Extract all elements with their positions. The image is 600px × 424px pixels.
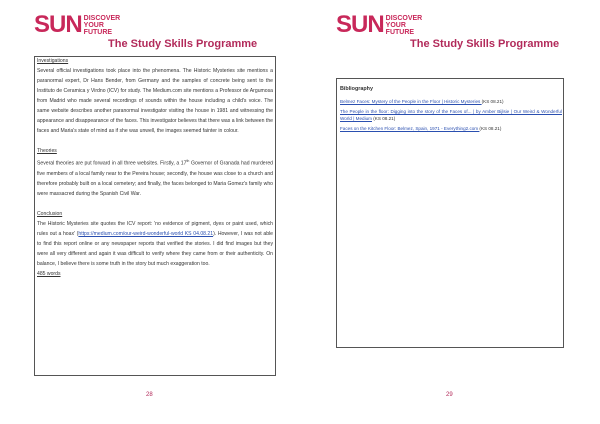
medium-link[interactable]: https://medium.com/our-weird-wonderful-world KS 04.08.21 — [78, 230, 214, 237]
essay-content — [37, 56, 273, 279]
bibliography-link[interactable]: The People in the floor: Digging into the story of the Faces of... | by Amber Bijlsie | Our Weird & Wonderful World | Medium — [340, 109, 562, 121]
bibliography-link[interactable]: Belmez Faces: Mystery of the People in the Floor | Historic Mysteries — [340, 99, 482, 104]
logo-tagline-line: YOUR — [385, 22, 406, 29]
page-number: 29 — [446, 392, 453, 398]
conclusion-paragraph — [37, 219, 273, 269]
logo-tagline-line: YOUR — [83, 22, 104, 29]
logo-text: SUN — [34, 11, 82, 38]
bibliography-note: (KS 08.21) — [372, 116, 396, 121]
bibliography-entry — [340, 125, 562, 132]
sun-logo — [34, 11, 121, 38]
bibliography-note: (KS 08.21) — [479, 126, 502, 131]
ordinal-suffix: th — [186, 159, 190, 163]
bibliography-entry — [340, 108, 562, 122]
right-page — [300, 0, 600, 424]
bibliography-heading: Bibliography — [340, 86, 373, 92]
bibliography-note: (KS 08.21) — [481, 99, 504, 104]
theories-paragraph — [37, 156, 273, 199]
conclusion-text: The Historic Mysteries site quotes the ICV report: 'no evidence of pigment, dyes or paint used, which rules out a hoax' ( — [37, 220, 273, 237]
word-count: 485 words — [37, 270, 61, 277]
logo-tagline-line: DISCOVER — [83, 15, 121, 22]
logo-tagline — [84, 15, 121, 36]
logo-tagline-line: FUTURE — [83, 29, 113, 36]
logo-tagline — [386, 15, 423, 36]
bibliography-link[interactable]: Faces on the Kitchen Floor: Belmez, Spain, 1971 - Everything2.com — [340, 126, 480, 131]
programme-title: The Study Skills Programme — [108, 38, 258, 50]
bibliography-content — [340, 84, 562, 135]
investigations-heading: Investigations — [37, 58, 69, 64]
logo-tagline-line: DISCOVER — [385, 15, 423, 22]
conclusion-text: ). However, I was not able to find this report online or any newspaper reports that verified the stories. I did find images but they were all very different and again it was difficult to verify where they came from or their authenticity. On balance, I believe there is some truth in the story but much exaggeration too. — [37, 230, 273, 267]
sun-logo — [336, 11, 423, 38]
theories-text: Several theories are put forward in all three websites. Firstly, a 17 — [37, 160, 187, 167]
theories-heading: Theories — [37, 148, 57, 154]
page-number: 28 — [146, 392, 153, 398]
programme-title: The Study Skills Programme — [410, 38, 560, 50]
logo-text: SUN — [336, 11, 384, 38]
conclusion-heading: Conclusion — [37, 210, 63, 217]
investigations-paragraph: Several official investigations took place into the phenomena. The Historic Mysteries site mentions a paranormal expert, Dr Hans Bender, from Germany and the samples of concrete being sent to the Instituto de Ceramica y Virdno (ICV) for study. The Medium.com site mentions a Professor de Argumosa from Madrid who made several recordings of sounds within the house including a child's voice. The same website describes another paranormal investigator visiting the house in 1981 and witnessing the appearance and disappearance of the faces. This investigator believes that there was a link between the faces and Maria's state of mind as if she was unwell, the images seemed fainter in colour. — [37, 68, 273, 134]
bibliography-entry — [340, 98, 562, 105]
theories-text: Governor of Granada had murdered five members of a local family near to the Pereira house; secondly, the house was close to a church and therefore probably built on a local cemetery; and finally, the faces belonged to Maria Gomez's family who were massacred during the Spanish Civil War. — [37, 160, 273, 197]
logo-tagline-line: FUTURE — [385, 29, 415, 36]
